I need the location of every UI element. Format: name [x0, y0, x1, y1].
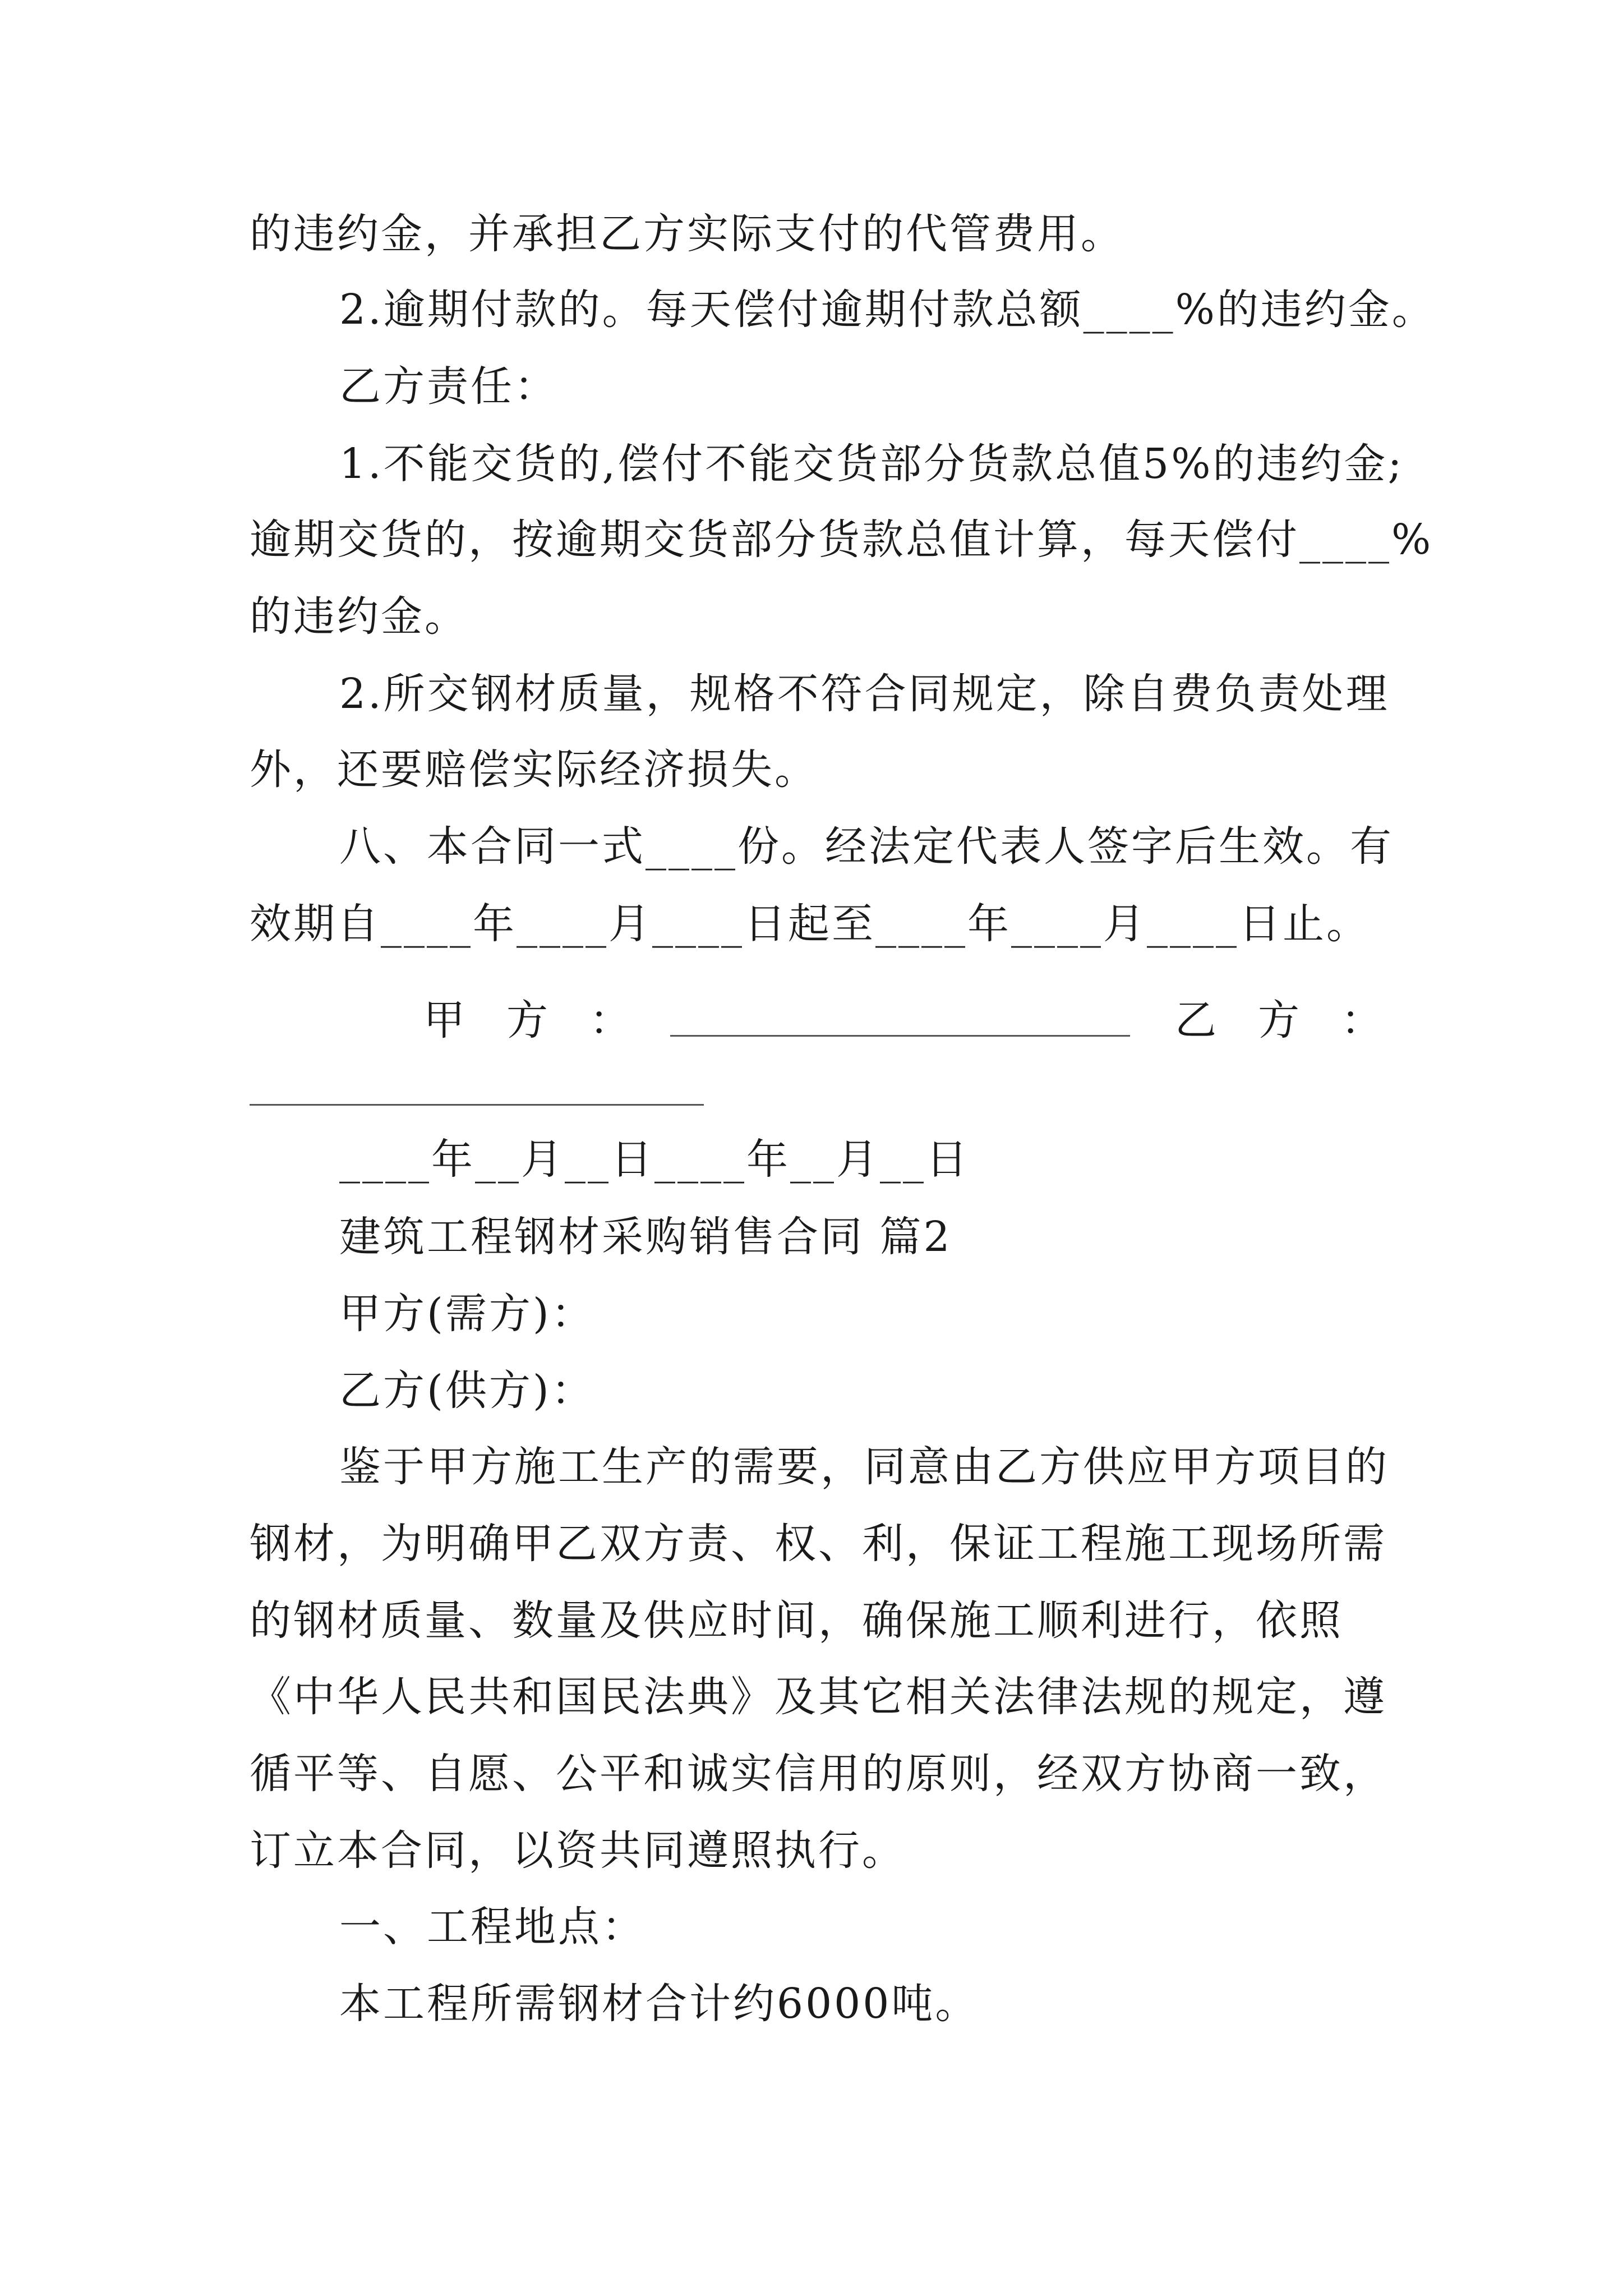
text-line-4: 1.不能交货的,偿付不能交货部分货款总值5%的违约金; [339, 440, 1404, 488]
date-line: ____年__月__日____年__月__日 [339, 1135, 970, 1184]
text-line-7: 2.所交钢材质量，规格不符合同规定，除自费负责处理 [339, 670, 1390, 718]
party-b-signature-label: 乙 方 ： [1175, 996, 1382, 1045]
text-line-6: 的违约金。 [250, 592, 468, 641]
paragraph-line-4: 《中华人民共和国民法典》及其它相关法律法规的规定，遵 [250, 1673, 1387, 1721]
text-line-8: 外，还要赔偿实际经济损失。 [250, 746, 818, 794]
text-line-10: 效期自____年____月____日起至____年____月____日止。 [250, 900, 1370, 948]
section-title: 建筑工程钢材采购销售合同 篇2 [339, 1213, 952, 1261]
text-line-5: 逾期交货的，按逾期交货部分货款总值计算，每天偿付____% [250, 516, 1433, 564]
paragraph-line-5: 循平等、自愿、公平和诚实信用的原则，经双方协商一致， [250, 1750, 1387, 1798]
signature-row [0, 987, 1623, 1043]
party-a-label: 甲方(需方)： [339, 1290, 595, 1338]
text-line-1: 的违约金，并承担乙方实际支付的代管费用。 [250, 210, 1124, 258]
item1-title: 一、工程地点： [339, 1903, 645, 1951]
party-a-signature-label: 甲 方 ： [423, 996, 631, 1045]
party-a-signature-line [670, 1035, 1130, 1037]
party-b-label: 乙方(供方)： [339, 1366, 595, 1415]
item1-text: 本工程所需钢材合计约6000吨。 [339, 1980, 979, 2028]
paragraph-line-3: 的钢材质量、数量及供应时间，确保施工顺利进行，依照 [250, 1596, 1343, 1645]
paragraph-line-6: 订立本合同，以资共同遵照执行。 [250, 1826, 906, 1875]
paragraph-line-1: 鉴于甲方施工生产的需要，同意由乙方供应甲方项目的 [339, 1443, 1389, 1491]
text-line-2: 2.逾期付款的。每天偿付逾期付款总额____%的违约金。 [339, 286, 1436, 334]
paragraph-line-2: 钢材，为明确甲乙双方责、权、利，保证工程施工现场所需 [250, 1520, 1387, 1568]
text-line-3: 乙方责任： [339, 362, 558, 411]
text-line-9: 八、本合同一式____份。经法定代表人签字后生效。有 [339, 822, 1394, 871]
party-b-signature-line [250, 1104, 704, 1106]
